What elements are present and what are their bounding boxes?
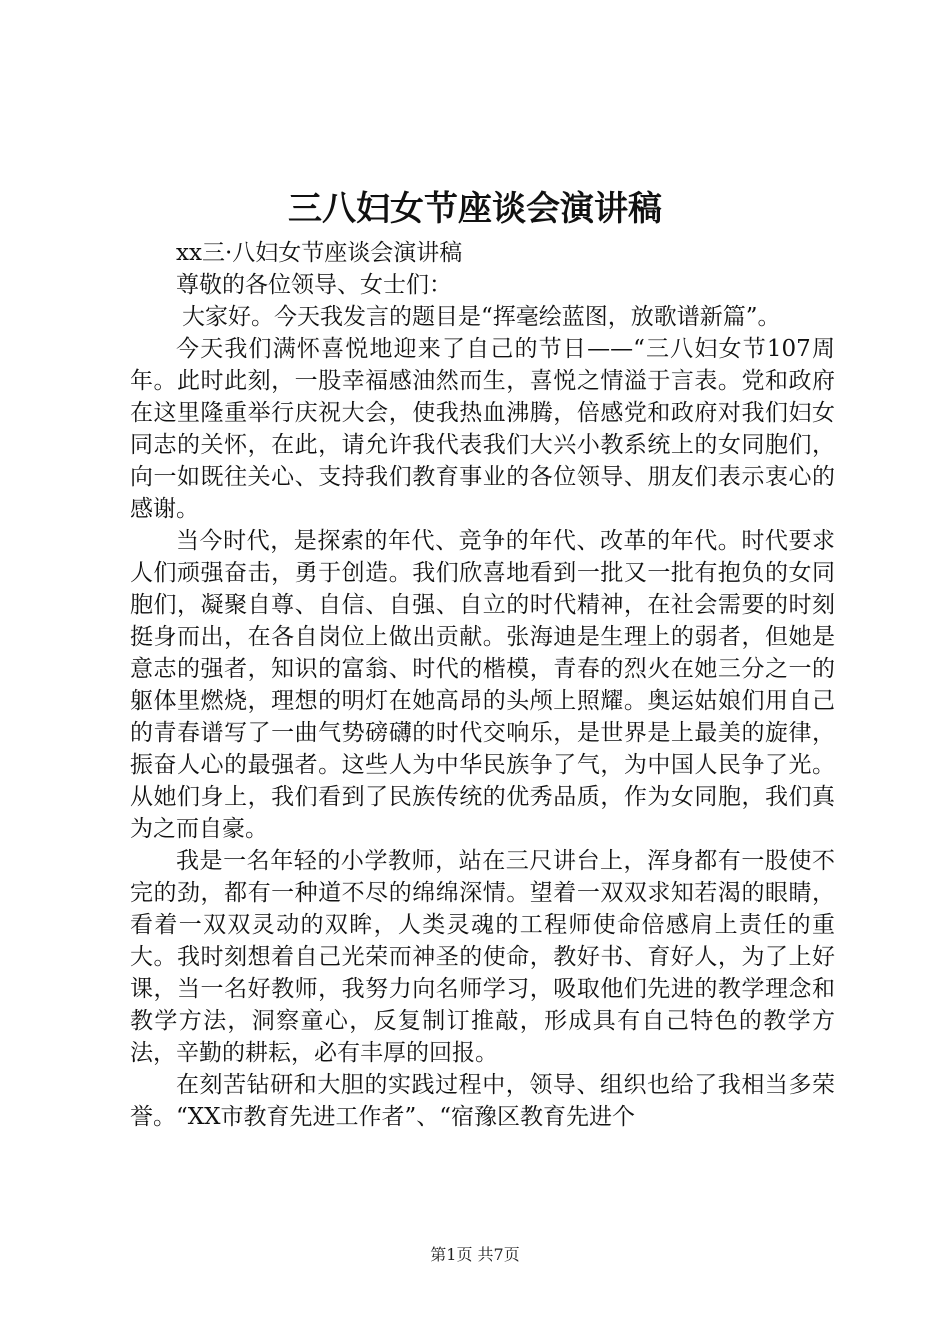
paragraph-era: 当今时代，是探索的年代、竞争的年代、改革的年代。时代要求人们顽强奋击，勇于创造。我们欣喜地看到一批又一批有抱负的女同胞们，凝聚自尊、自信、自强、自立的时代精神，在社会需要的时刻挺身而出，在各自岗位上做出贡献。张海迪是生理上的弱者，但她是意志的强者，知识的富翁、时代的楷模，青春的烈火在她三分之一的躯体里燃烧，理想的明灯在她高昂的头颅上照耀。奥运姑娘们用自己的青春谱写了一曲气势磅礴的时代交响乐，是世界是上最美的旋律，振奋人心的最强者。这些人为中华民族争了气，为中国人民争了光。从她们身上，我们看到了民族传统的优秀品质，作为女同胞，我们真为之而自豪。 (130, 528, 835, 842)
document-title: 三八妇女节座谈会演讲稿 (288, 189, 662, 229)
page-number-footer: 第1页 共7页 (430, 1245, 520, 1264)
paragraph-teacher: 我是一名年轻的小学教师，站在三尺讲台上，浑身都有一股使不完的劲，都有一种道不尽的绵绵深情。望着一双双求知若渴的眼睛，看着一双双灵动的双眸，人类灵魂的工程师使命倍感肩上责任的重大。我时刻想着自己光荣而神圣的使命，教好书、育好人，为了上好课，当一名好教师，我努力向名师学习，吸取他们先进的教学理念和教学方法，洞察童心，反复制订推敲，形成具有自己特色的教学方法，辛勤的耕耘，必有丰厚的回报。 (130, 848, 835, 1066)
paragraph-festival: 今天我们满怀喜悦地迎来了自己的节日——“三八妇女节107周年。此时此刻，一股幸福感油然而生，喜悦之情溢于言表。党和政府在这里隆重举行庆祝大会，使我热血沸腾，倍感党和政府对我们妇女同志的关怀，在此，请允许我代表我们大兴小教系统上的女同胞们，向一如既往关心、支持我们教育事业的各位领导、朋友们表示衷心的感谢。 (130, 336, 835, 522)
paragraph-honors: 在刻苦钻研和大胆的实践过程中，领导、组织也给了我相当多荣誉。“XX市教育先进工作者”、“宿豫区教育先进个 (130, 1072, 835, 1130)
salutation: 尊敬的各位领导、女士们： (176, 272, 452, 298)
document-body (130, 237, 835, 1133)
document-subtitle: xx三·八妇女节座谈会演讲稿 (176, 240, 463, 266)
paragraph-greeting: 大家好。今天我发言的题目是“挥毫绘蓝图，放歌谱新篇”。 (182, 304, 781, 330)
